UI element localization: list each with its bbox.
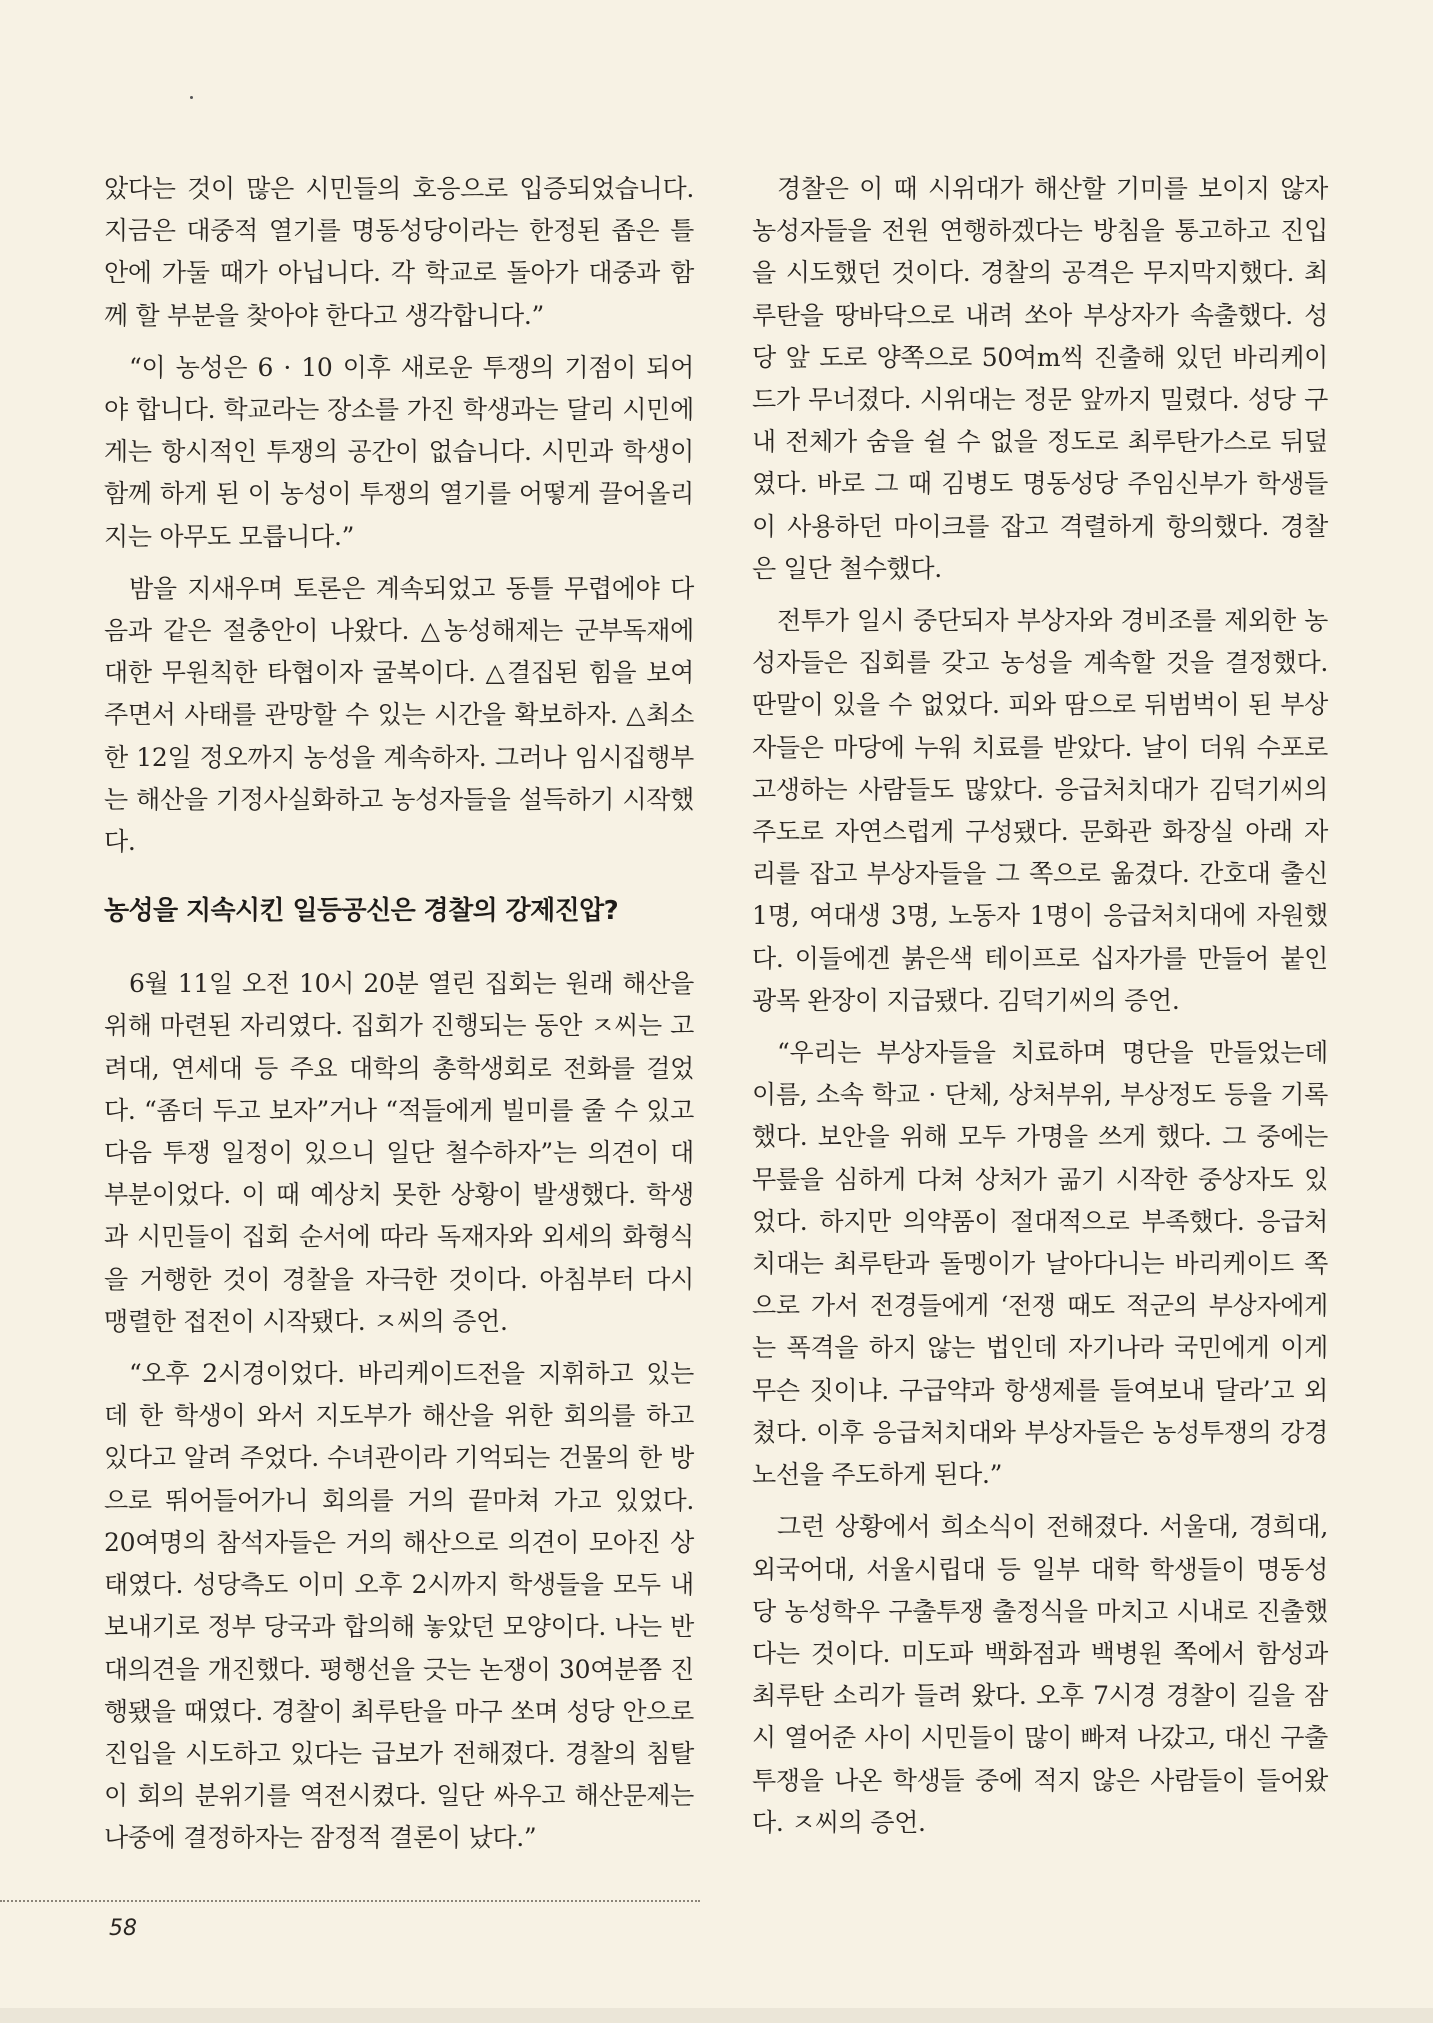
quote-paragraph: “이 농성은 6 · 10 이후 새로운 투쟁의 기점이 되어야 합니다. 학교라는 장소를 가진 학생과는 달리 시민에게는 항시적인 투쟁의 공간이 없습니다. 시민과 학생이 함께 하게 된 이 농성이 투쟁의 열기를 어떻게 끌어올리지는 아무도 모릅니다.” bbox=[104, 352, 694, 551]
paragraph: 경찰은 이 때 시위대가 해산할 기미를 보이지 않자 농성자들을 전원 연행하겠다는 방침을 통고하고 진입을 시도했던 것이다. 경찰의 공격은 무지막지했다. 최루탄을 땅바닥으로 내려 쏘아 부상자가 속출했다. 성당 앞 도로 양쪽으로 50여m씩 진출해 있던 바리케이드가 무너졌다. 시위대는 정문 앞까지 밀렸다. 성당 구내 전체가 숨을 쉴 수 없을 정도로 최루탄가스로 뒤덮였다. 바로 그 때 김병도 명동성당 주임신부가 학생들이 사용하던 마이크를 잡고 격렬하게 항의했다. 경찰은 일단 철수했다. bbox=[752, 174, 1328, 583]
left-column bbox=[104, 168, 694, 1860]
paragraph: 그런 상황에서 희소식이 전해졌다. 서울대, 경희대, 외국어대, 서울시립대 등 일부 대학 학생들이 명동성당 농성학우 구출투쟁 출정식을 마치고 시내로 진출했다는 것이다. 미도파 백화점과 백병원 쪽에서 함성과 최루탄 소리가 들려 왔다. 오후 7시경 경찰이 길을 잠시 열어준 사이 시민들이 많이 빠져 나갔고, 대신 구출투쟁을 나온 학생들 중에 적지 않은 사람들이 들어왔다. ㅈ씨의 증언. bbox=[752, 1512, 1328, 1837]
footer-divider bbox=[0, 1900, 700, 1902]
paragraph: 았다는 것이 많은 시민들의 호응으로 입증되었습니다. 지금은 대중적 열기를 명동성당이라는 한정된 좁은 틀 안에 가둘 때가 아닙니다. 각 학교로 돌아가 대중과 함께 할 부분을 찾아야 한다고 생각합니다.” bbox=[104, 174, 694, 330]
section-heading: 농성을 지속시킨 일등공신은 경찰의 강제진압? bbox=[104, 896, 619, 927]
paragraph: 전투가 일시 중단되자 부상자와 경비조를 제외한 농성자들은 집회를 갖고 농성을 계속할 것을 결정했다. 딴말이 있을 수 없었다. 피와 땀으로 뒤범벅이 된 부상자들은 마당에 누워 치료를 받았다. 날이 더워 수포로 고생하는 사람들도 많았다. 응급처치대가 김덕기씨의 주도로 자연스럽게 구성됐다. 문화관 화장실 아래 자리를 잡고 부상자들을 그 쪽으로 옮겼다. 간호대 출신 1명, 여대생 3명, 노동자 1명이 응급처치대에 자원했다. 이들에겐 붉은색 테이프로 십자가를 만들어 붙인 광목 완장이 지급됐다. 김덕기씨의 증언. bbox=[752, 606, 1328, 1015]
paragraph: 밤을 지새우며 토론은 계속되었고 동틀 무렵에야 다음과 같은 절충안이 나왔다. △농성해제는 군부독재에 대한 무원칙한 타협이자 굴복이다. △결집된 힘을 보여 주면서 사태를 관망할 수 있는 시간을 확보하자. △최소한 12일 정오까지 농성을 계속하자. 그러나 임시집행부는 해산을 기정사실화하고 농성자들을 설득하기 시작했다. bbox=[104, 573, 694, 857]
scan-mark bbox=[190, 96, 193, 99]
quote-paragraph: “오후 2시경이었다. 바리케이드전을 지휘하고 있는데 한 학생이 와서 지도부가 해산을 위한 회의를 하고 있다고 알려 주었다. 수녀관이라 기억되는 건물의 한 방으로 뛰어들어가니 회의를 거의 끝마쳐 가고 있었다. 20여명의 참석자들은 거의 해산으로 의견이 모아진 상태였다. 성당측도 이미 오후 2시까지 학생들을 모두 내보내기로 정부 당국과 합의해 놓았던 모양이다. 나는 반대의견을 개진했다. 평행선을 긋는 논쟁이 30여분쯤 진행됐을 때였다. 경찰이 최루탄을 마구 쏘며 성당 안으로 진입을 시도하고 있다는 급보가 전해졌다. 경찰의 침탈이 회의 분위기를 역전시켰다. 일단 싸우고 해산문제는 나중에 결정하자는 잠정적 결론이 났다.” bbox=[104, 1359, 694, 1853]
page-number: 58 bbox=[109, 1916, 137, 1941]
right-column bbox=[752, 168, 1328, 1844]
page-edge bbox=[0, 2008, 1433, 2023]
quote-paragraph: “우리는 부상자들을 치료하며 명단을 만들었는데 이름, 소속 학교 · 단체, 상처부위, 부상정도 등을 기록했다. 보안을 위해 모두 가명을 쓰게 했다. 그 중에는 무릎을 심하게 다쳐 상처가 곪기 시작한 중상자도 있었다. 하지만 의약품이 절대적으로 부족했다. 응급처치대는 최루탄과 돌멩이가 날아다니는 바리케이드 쪽으로 가서 전경들에게 ‘전쟁 때도 적군의 부상자에게는 폭격을 하지 않는 법인데 자기나라 국민에게 이게 무슨 짓이냐. 구급약과 항생제를 들여보내 달라’고 외쳤다. 이후 응급처치대와 부상자들은 농성투쟁의 강경노선을 주도하게 된다.” bbox=[752, 1038, 1328, 1490]
paragraph: 6월 11일 오전 10시 20분 열린 집회는 원래 해산을 위해 마련된 자리였다. 집회가 진행되는 동안 ㅈ씨는 고려대, 연세대 등 주요 대학의 총학생회로 전화를 걸었다. “좀더 두고 보자”거나 “적들에게 빌미를 줄 수 있고 다음 투쟁 일정이 있으니 일단 철수하자”는 의견이 대부분이었다. 이 때 예상치 못한 상황이 발생했다. 학생과 시민들이 집회 순서에 따라 독재자와 외세의 화형식을 거행한 것이 경찰을 자극한 것이다. 아침부터 다시 맹렬한 접전이 시작됐다. ㅈ씨의 증언. bbox=[104, 969, 694, 1336]
